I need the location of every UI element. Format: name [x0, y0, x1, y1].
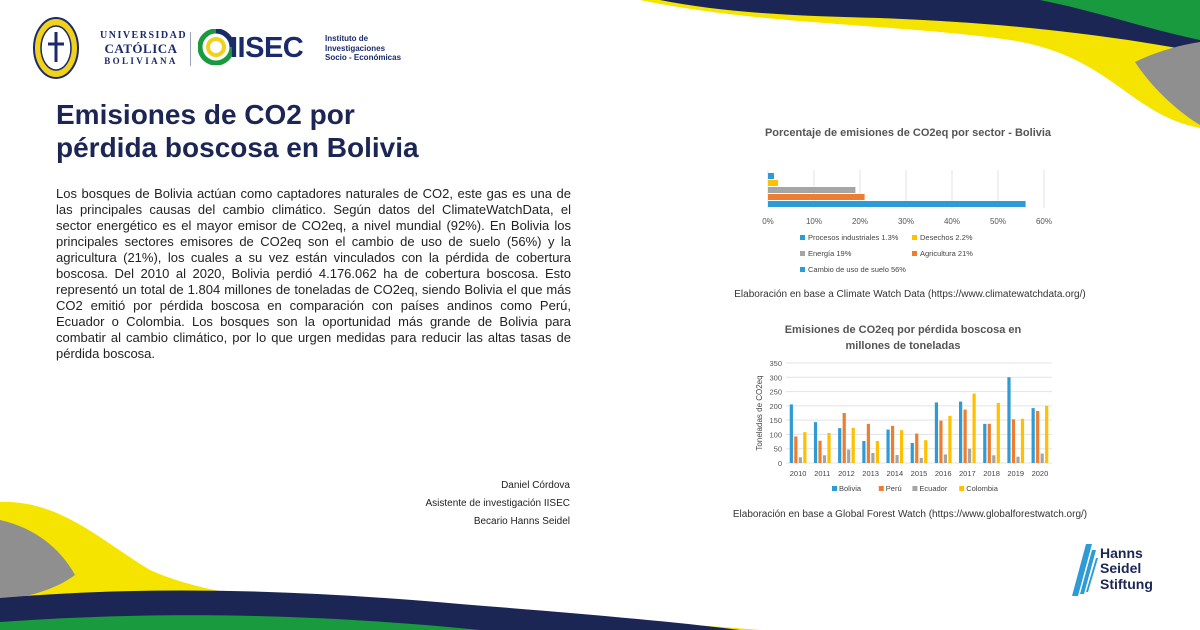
chart2-bar	[944, 454, 947, 463]
chart2-bar	[847, 450, 850, 463]
chart2-bar	[988, 424, 991, 463]
chart1-legend-label: Desechos 2.2%	[920, 233, 973, 242]
article-body: Los bosques de Bolivia actúan como captadores naturales de CO2, este gas es una de las principales causas del cambio climático. Según datos del ClimateWatchData, el sector energético es el mayor emisor de CO2eq, a nivel mundial (92%). En Bolivia los principales sectores emisores de CO2eq son el cambio de uso de suelo (56%) y la agricultura (21%), los cuales a su vez están vinculados con la pérdida de cobertura boscosa. Del 2010 al 2020, Bolivia perdió 4.176.062 ha de cobertura boscosa. Esto representó un total de 1.804 millones de toneladas de CO2eq, siendo Bolivia el que más CO2 emitió por pérdida boscosa en comparación con países andinos como Perú, Ecuador o Colombia. Los bosques son la oportunidad más grande de Bolivia para combatir al cambio climático, por lo que urgen medidas para reducir las altas tasas de pérdida boscosa.	[56, 186, 571, 361]
iisec-subtitle: Instituto de Investigaciones Socio - Económicas	[325, 34, 402, 63]
logo-divider	[190, 32, 191, 66]
iisec-wordmark: IISEC	[230, 32, 304, 64]
chart1-tick-label: 60%	[1035, 217, 1053, 226]
chart1-legend-swatch	[800, 235, 805, 240]
chart2-bar	[973, 394, 976, 463]
chart2-bar	[1021, 419, 1024, 463]
chart2-x-tick-label: 2010	[789, 469, 807, 478]
chart1-legend-swatch	[800, 251, 805, 256]
chart2-x-tick-label: 2012	[838, 469, 855, 478]
chart2-y-tick-label: 150	[769, 416, 782, 426]
chart1-legend-swatch	[912, 251, 917, 256]
chart2-bar	[1032, 408, 1035, 463]
chart2-bar	[1036, 411, 1039, 463]
chart2-y-tick-label: 100	[769, 430, 782, 440]
chart1-tick-label: 40%	[943, 217, 961, 226]
chart1-legend-swatch	[912, 235, 917, 240]
chart2-bar	[935, 402, 938, 463]
ucb-line-1: UNIVERSIDAD	[100, 30, 188, 41]
chart1-title: Porcentaje de emisiones de CO2eq por sector - Bolivia	[764, 127, 1052, 139]
chart2-bar	[1045, 406, 1048, 463]
chart1-source: Elaboración en base a Climate Watch Data (https://www.climatewatchdata.org/)	[734, 289, 1086, 300]
chart2-x-tick-label: 2015	[910, 469, 928, 478]
chart1-legend-label: Cambio de uso de suelo 56%	[808, 265, 906, 274]
author-grant: Becario Hanns Seidel	[473, 516, 570, 527]
chart2-y-tick-label: 250	[769, 387, 782, 397]
chart2-x-tick-label: 2017	[959, 469, 976, 478]
chart2-bar	[968, 449, 971, 463]
hanns-seidel-wordmark: Hanns Seidel Stiftung	[1100, 545, 1153, 592]
chart2-legend-label: Colombia	[966, 484, 998, 493]
chart1-tick-label: 20%	[851, 217, 869, 226]
iisec-swirl-icon	[198, 29, 234, 65]
chart2-bar	[920, 458, 923, 463]
chart2-bar	[794, 436, 797, 463]
chart2-bar	[871, 453, 874, 463]
chart2-bar	[992, 455, 995, 463]
chart2-bar	[1012, 419, 1015, 463]
chart2-bar	[876, 441, 879, 463]
chart2-x-tick-label: 2013	[862, 469, 879, 478]
chart2-bar	[948, 416, 951, 463]
hanns-seidel-stripes-icon	[1072, 544, 1098, 596]
chart1-legend-swatch	[800, 267, 805, 272]
chart2-bar	[818, 441, 821, 463]
chart2-bar	[886, 430, 889, 463]
chart2-bar	[891, 426, 894, 463]
ucb-line-2: CATÓLICA	[104, 40, 178, 56]
chart2-deforestation-emissions	[752, 355, 1062, 501]
chart2-x-tick-label: 2011	[814, 469, 831, 478]
chart2-bar	[900, 430, 903, 463]
chart2-y-tick-label: 0	[777, 459, 782, 468]
chart2-bar	[852, 428, 855, 463]
chart2-bar	[790, 404, 793, 463]
chart2-bar	[983, 424, 986, 463]
chart2-bar	[814, 422, 817, 463]
chart2-legend-label: Perú	[885, 484, 902, 493]
chart2-legend-swatch	[832, 486, 837, 491]
chart2-bar	[964, 410, 967, 463]
ucb-seal-logo	[32, 16, 80, 80]
chart2-x-tick-label: 2020	[1031, 469, 1049, 478]
chart2-bar	[799, 457, 802, 463]
author-role: Asistente de investigación IISEC	[425, 498, 570, 509]
chart2-legend-label: Ecuador	[919, 484, 948, 493]
chart2-bar	[924, 440, 927, 463]
chart2-y-axis-label: Toneladas de CO2eq	[755, 375, 764, 451]
chart1-tick-label: 50%	[989, 217, 1007, 226]
chart1-sector-emissions	[748, 162, 1058, 280]
chart1-legend-label: Agricultura 21%	[920, 249, 973, 258]
chart2-bar	[803, 432, 806, 463]
chart2-bar	[867, 424, 870, 463]
chart2-bar	[997, 403, 1000, 463]
chart2-bar	[862, 441, 865, 463]
chart2-x-tick-label: 2018	[983, 469, 1000, 478]
chart2-y-tick-label: 200	[769, 401, 782, 411]
chart2-bar	[823, 455, 826, 463]
chart2-bar	[827, 433, 830, 463]
ucb-line-3: BOLIVIANA	[104, 56, 178, 67]
chart2-y-tick-label: 300	[769, 373, 782, 383]
chart2-bar	[843, 413, 846, 463]
chart1-bar	[768, 173, 774, 179]
chart1-bar	[768, 180, 778, 186]
chart1-tick-label: 30%	[897, 217, 915, 226]
chart2-legend-swatch	[879, 486, 884, 491]
article-title: Emisiones de CO2 por pérdida boscosa en Bolivia	[56, 99, 419, 164]
chart1-legend-label: Procesos industriales 1.3%	[808, 233, 899, 242]
chart2-bar	[915, 434, 918, 463]
ucb-wordmark	[100, 30, 188, 67]
chart2-x-tick-label: 2014	[886, 469, 904, 478]
chart2-x-tick-label: 2016	[934, 469, 952, 478]
chart2-bar	[1007, 377, 1010, 463]
chart1-tick-label: 10%	[805, 217, 823, 226]
chart1-bar	[768, 194, 865, 200]
chart2-y-tick-label: 50	[773, 444, 782, 454]
chart2-source: Elaboración en base a Global Forest Watch (https://www.globalforestwatch.org/)	[732, 509, 1088, 520]
author-name: Daniel Córdova	[501, 480, 570, 491]
chart2-legend-label: Bolivia	[839, 484, 862, 493]
chart1-bar	[768, 201, 1026, 207]
chart2-bar	[895, 455, 898, 463]
chart2-bar	[911, 443, 914, 463]
chart2-bar	[1016, 457, 1019, 463]
chart1-legend-label: Energía 19%	[808, 249, 852, 258]
chart2-y-tick-label: 350	[769, 359, 782, 368]
chart2-x-tick-label: 2019	[1007, 469, 1025, 478]
chart2-bar	[959, 402, 962, 463]
chart2-title: Emisiones de CO2eq por pérdida boscosa en millones de toneladas	[784, 324, 1022, 352]
chart2-bar	[1041, 454, 1044, 463]
chart2-bar	[939, 421, 942, 463]
chart2-legend-swatch	[912, 486, 917, 491]
chart1-tick-label: 0%	[762, 217, 774, 226]
chart1-bar	[768, 187, 855, 193]
chart2-bar	[838, 428, 841, 463]
chart2-legend-swatch	[959, 486, 964, 491]
